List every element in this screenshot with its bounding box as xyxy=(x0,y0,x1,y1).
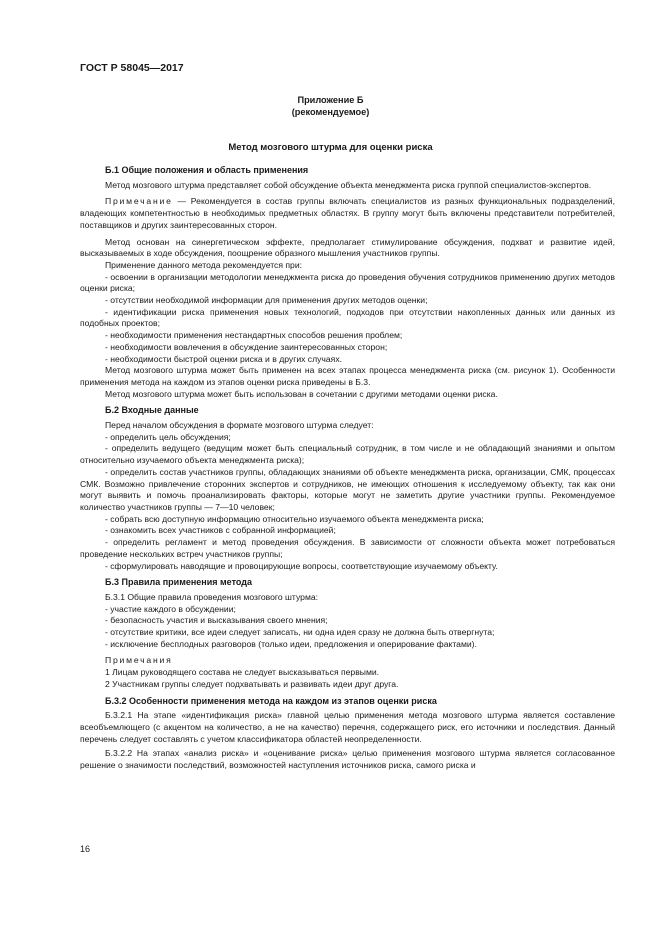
list-item: - определить регламент и метод проведения обсуждения. В зависимости от сложности объекта может потребоваться проведение нескольких встреч участников группы; xyxy=(80,537,615,559)
note-item: 1 Лицам руководящего состава не следует высказываться первыми. xyxy=(105,667,380,678)
paragraph: Перед началом обсуждения в формате мозгового штурма следует: xyxy=(105,420,374,431)
note-item: 2 Участникам группы следует подхватывать и развивать идеи друг друга. xyxy=(105,678,399,689)
list-item: - определить цель обсуждения; xyxy=(105,431,231,442)
list-item: - необходимости применения нестандартных способов решения проблем; xyxy=(105,330,403,341)
list-item: - исключение бесплодных разговоров (только идеи, предложения и оперирование фактами). xyxy=(105,638,477,649)
list-item: - необходимости вовлечения в обсуждение заинтересованных сторон; xyxy=(105,341,388,352)
annex-label: Приложение Б xyxy=(297,95,364,105)
list-item: - отсутствие критики, все идеи следует записать, ни одна идея сразу не должна быть отвергнута; xyxy=(105,627,495,638)
paragraph: Метод основан на синергетическом эффекте, предполагает стимулирование обсуждения, подхват и развитие идей, высказываемых в ходе обсуждения, поощрение образного мышления участников группы. xyxy=(80,236,615,259)
page-number: 16 xyxy=(80,844,91,854)
annex-heading xyxy=(0,94,661,118)
list-item: - ознакомить всех участников с собранной информацией; xyxy=(105,525,336,536)
section-heading-b1: Б.1 Общие положения и область применения xyxy=(105,165,309,175)
list-item: - освоении в организации методологии менеджмента риска до проведения обучения сотрудников применению других методов оценки риска; xyxy=(80,271,615,294)
notes-label: Примечания xyxy=(105,655,173,666)
document-header: ГОСТ Р 58045—2017 xyxy=(80,62,184,74)
list-item: - идентификации риска применения новых технологий, подходов при отсутствии накопленных данных или данных из подобных проектов; xyxy=(80,306,615,329)
list-item: - определить состав участников группы, обладающих знаниями об объекте менеджмента риска, организации, СМК, процессах СМК. Возможно привлечение сторонних экспертов и сотрудников, не имеющих отношения к исследуемому объекту, так как они могут выявить и помочь проанализировать факторы, которые могут не заметить другие участники группы. Рекомендуемое количество участников группы — 7—10 человек; xyxy=(80,466,615,512)
note xyxy=(80,196,615,231)
paragraph: Б.3.1 Общие правила проведения мозгового штурма: xyxy=(105,591,319,602)
list-item: - безопасность участия и высказывания своего мнения; xyxy=(105,615,328,626)
section-heading-b32: Б.3.2 Особенности применения метода на каждом из этапов оценки риска xyxy=(105,695,437,706)
paragraph: Применение данного метода рекомендуется при: xyxy=(105,259,303,270)
paragraph: Б.3.2.2 На этапах «анализ риска» и «оценивание риска» целью применения мозгового штурма является согласованное решение о значимости последствий, возможностей наступления источников риска, самого риска и xyxy=(80,748,615,771)
section-heading-b3: Б.3 Правила применения метода xyxy=(105,577,252,588)
list-item: - участие каждого в обсуждении; xyxy=(105,603,236,614)
list-item: - необходимости быстрой оценки риска и в других случаях. xyxy=(105,353,343,364)
paragraph: Метод мозгового штурма может быть применен на всех этапах процесса менеджмента риска (см. рисунок 1). Особенности применения метода на каждом из этапов оценки риска приведены в Б.3. xyxy=(80,365,615,387)
list-item: - сформулировать наводящие и провоцирующие вопросы, соответствующие изучаемому объекту. xyxy=(105,560,498,571)
paragraph: Метод мозгового штурма представляет собой обсуждение объекта менеджмента риска группой специалистов-экспертов. xyxy=(105,179,592,190)
document-body xyxy=(80,165,615,772)
note-text: — Рекомендуется в состав группы включать специалистов из разных функциональных подразделений, владеющих компетентностью в необходимых предметных областях. В группу могут быть включены представители потребителей, поставщиков и других заинтересованных сторон. xyxy=(80,196,615,230)
page-title: Метод мозгового штурма для оценки риска xyxy=(228,142,433,153)
list-item: - определить ведущего (ведущим может быть специальный сотрудник, в том числе и не обладающий знаниями и опытом относительно изучаемого объекта менеджмента риска); xyxy=(80,443,615,466)
annex-status: (рекомендуемое) xyxy=(291,107,370,117)
paragraph: Метод мозгового штурма может быть использован в сочетании с другими методами оценки риска. xyxy=(105,388,498,399)
list-item: - собрать всю доступную информацию относительно изучаемого объекта менеджмента риска; xyxy=(105,513,484,524)
list-item: - отсутствии необходимой информации для применения других методов оценки; xyxy=(105,295,428,306)
note-label: Примечание xyxy=(105,196,173,207)
paragraph: Б.3.2.1 На этапе «идентификация риска» главной целью применения метода мозгового штурма является составление всеобъемлющего (с акцентом на количество, а не на качество) перечня, содержащего риск, его источники и последствия. Данный перечень следует составлять с учетом классификатора областей неопределенности. xyxy=(80,710,615,744)
section-heading-b2: Б.2 Входные данные xyxy=(105,405,199,416)
